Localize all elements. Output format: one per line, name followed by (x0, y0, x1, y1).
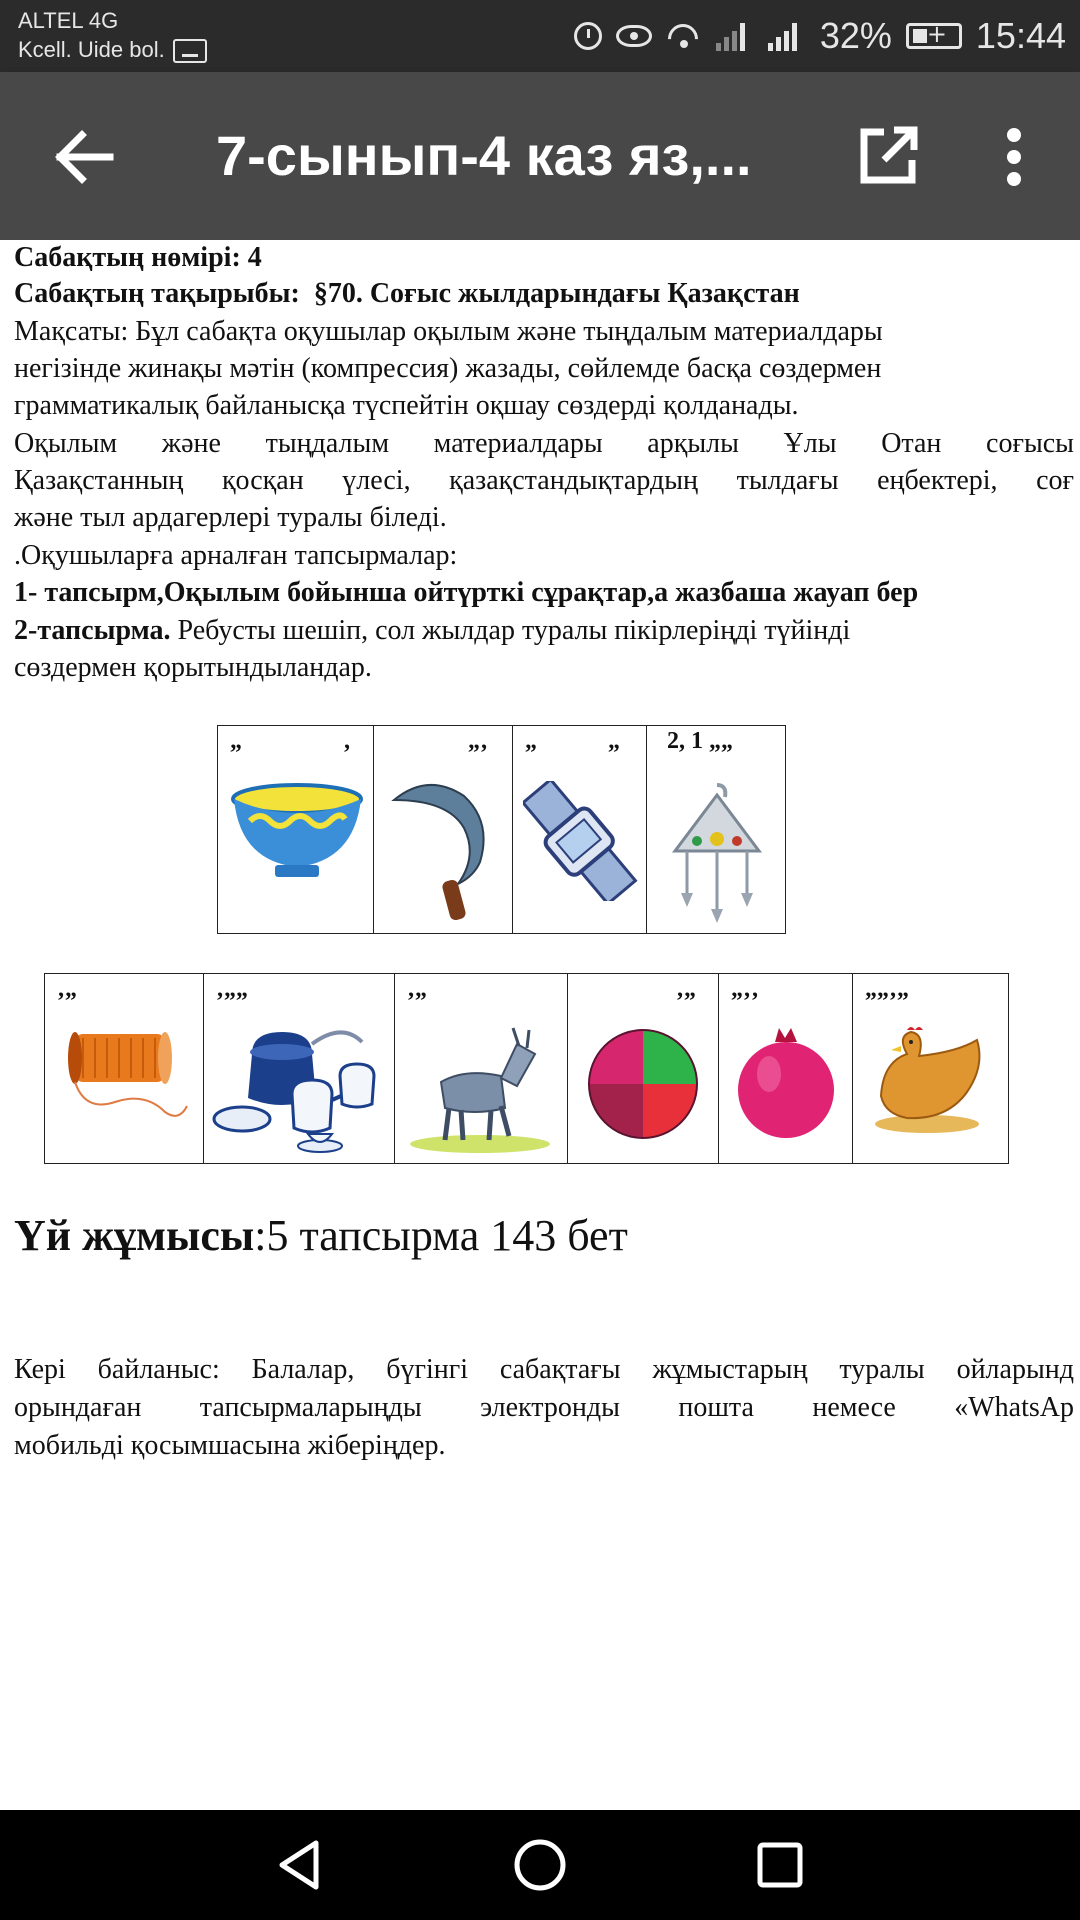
rebus-marks: „ (608, 728, 620, 754)
document-page (0, 240, 1080, 1810)
rebus-cell-watch (513, 726, 647, 934)
battery-percent: 32% (819, 15, 892, 56)
rebus-cell-hen (853, 974, 1009, 1164)
eye-comfort-icon (616, 25, 652, 47)
lesson-number: Сабақтың нөмірі: 4 (14, 242, 262, 273)
task-1: 1- тапсырм,Оқылым бойынша ойтүрткі сұрақтар,а жазбаша жауап бер (14, 577, 919, 608)
recents-square-icon[interactable] (750, 1835, 810, 1895)
wristwatch-icon (523, 781, 638, 901)
carrier-2: Kcell. Uide bol. (18, 37, 165, 62)
battery-charging-icon (906, 23, 962, 49)
task-2-line-2: сөздермен қорытындыландар. (14, 652, 372, 683)
rebus-cell-pendant (647, 726, 786, 934)
thread-spool-icon (55, 1024, 195, 1124)
tasks-header: .Оқушыларға арналған тапсырмалар: (14, 540, 458, 571)
rebus-marks: „‚‚ (731, 976, 759, 1002)
rebus-marks: ‚„ (407, 976, 427, 1002)
rebus-cell-teaset (204, 974, 395, 1164)
goat-icon (405, 1024, 555, 1154)
rebus-marks: „ (525, 728, 537, 754)
system-nav-bar (0, 1810, 1080, 1920)
feedback-line-1: Кері байланыс: Балалар, бүгінгі сабақтағы жұмыстарың туралы ойларынд (14, 1354, 1074, 1385)
back-triangle-icon[interactable] (270, 1835, 330, 1895)
alarm-icon (574, 22, 602, 50)
more-vert-icon[interactable] (1000, 122, 1030, 192)
status-bar (0, 0, 1080, 72)
feedback-line-2: орындаған тапсырмаларыңды электронды пошта немесе «WhatsAp (14, 1392, 1074, 1423)
ball-icon (578, 1024, 708, 1144)
rebus-marks: ‚„„ (216, 976, 248, 1002)
rebus-marks: 2, 1 „„ (667, 728, 733, 754)
rebus-cell-pomegranate (719, 974, 853, 1164)
goal-line-3: грамматикалық байланысқа түспейтін оқшау сөздерді қолданады. (14, 390, 799, 421)
document-title: 7-сынып-4 каз яз,... (216, 124, 752, 187)
para-line-1: Оқылым және тыңдалым материалдары арқылы Ұлы Отан соғысы (14, 428, 1074, 459)
app-bar (0, 72, 1080, 240)
carrier-1: ALTEL 4G (18, 8, 119, 33)
rebus-row-2 (44, 973, 1009, 1164)
system-icons (574, 10, 1066, 62)
rebus-marks: ‚„ (676, 976, 696, 1002)
rebus-marks: ‚„ (57, 976, 77, 1002)
rebus-cell-sickle (374, 726, 513, 934)
home-circle-icon[interactable] (510, 1835, 570, 1895)
rebus-cell-ball (568, 974, 719, 1164)
wifi-icon (666, 22, 702, 50)
pomegranate-icon (729, 1024, 844, 1144)
rebus-cell-goat (395, 974, 568, 1164)
signal-2-icon (768, 21, 806, 51)
rebus-marks: ‚ (343, 728, 351, 754)
clock: 15:44 (975, 15, 1066, 56)
sickle-icon (388, 776, 498, 926)
rebus-marks: „‚ (468, 728, 488, 754)
rebus-row-1 (217, 725, 786, 934)
open-external-icon[interactable] (856, 124, 920, 188)
carrier-info (18, 6, 207, 64)
bowl-icon (230, 781, 365, 881)
goal-line-1: Мақсаты: Бұл сабақта оқушылар оқылым және тыңдалым материалдары (14, 316, 883, 347)
para-line-3: және тыл ардагерлері туралы біледі. (14, 502, 447, 533)
feedback-line-3: мобильді қосымшасына жіберіңдер. (14, 1430, 446, 1461)
rebus-cell-bowl (218, 726, 374, 934)
homework: Үй жұмысы:5 тапсырма 143 бет (14, 1211, 628, 1260)
tea-set-icon (212, 1024, 387, 1159)
screenshot-notification-icon (173, 39, 207, 63)
task-2: 2-тапсырма. Ребусты шешіп, сол жылдар туралы пікірлеріңді түйінді (14, 615, 851, 646)
hen-icon (867, 1026, 997, 1136)
rebus-marks: „„‚„ (865, 976, 909, 1002)
rebus-marks: „ (230, 728, 242, 754)
goal-line-2: негізінде жинақы мәтін (компрессия) жазады, сөйлемде басқа сөздермен (14, 353, 882, 384)
para-line-2: Қазақстанның қосқан үлесі, қазақстандықтардың тылдағы еңбектері, соғ (14, 465, 1074, 496)
pendant-icon (657, 781, 777, 931)
lesson-topic: Сабақтың тақырыбы: §70. Соғыс жылдарындағы Қазақстан (14, 278, 800, 309)
rebus-cell-thread (45, 974, 204, 1164)
back-arrow-icon[interactable] (48, 122, 118, 192)
signal-1-icon (716, 21, 754, 51)
